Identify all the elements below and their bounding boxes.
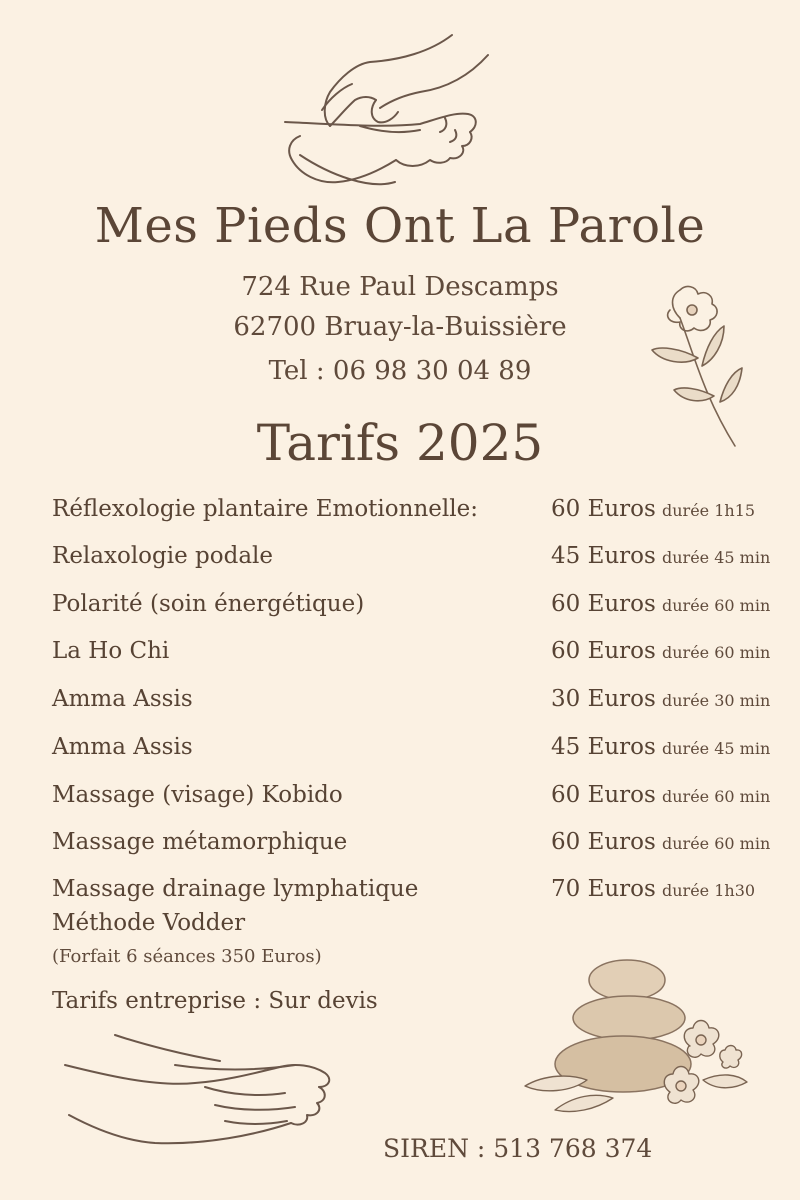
phone-number: Tel : 06 98 30 04 89 <box>268 356 532 386</box>
service-price: 60 Euros <box>551 782 656 808</box>
service-duration: durée 45 min <box>662 739 771 758</box>
service-price: 60 Euros <box>551 591 656 617</box>
service-duration: durée 60 min <box>662 596 771 615</box>
service-price: 45 Euros <box>551 734 656 760</box>
service-price: 45 Euros <box>551 543 656 569</box>
service-duration: durée 1h30 <box>662 881 756 900</box>
service-package-note: (Forfait 6 séances 350 Euros) <box>52 946 322 967</box>
hands-foot-illustration <box>0 0 800 210</box>
business-name: Mes Pieds Ont La Parole <box>94 198 706 254</box>
service-name: Réflexologie plantaire Emotionnelle: <box>52 496 478 522</box>
price-row <box>52 638 792 678</box>
service-duration: durée 1h15 <box>662 501 756 520</box>
address-line-1: 724 Rue Paul Descamps <box>241 272 559 302</box>
service-name: Massage drainage lymphatique <box>52 876 419 902</box>
price-row <box>52 829 792 869</box>
service-name: Massage (visage) Kobido <box>52 782 343 808</box>
service-price: 30 Euros <box>551 686 656 712</box>
service-name: Amma Assis <box>52 734 193 760</box>
service-price: 60 Euros <box>551 829 656 855</box>
service-name: Polarité (soin énergétique) <box>52 591 365 617</box>
service-name: La Ho Chi <box>52 638 170 664</box>
enterprise-pricing: Tarifs entreprise : Sur devis <box>52 988 378 1014</box>
service-duration: durée 45 min <box>662 548 771 567</box>
service-price: 70 Euros <box>551 876 656 902</box>
service-name: Massage métamorphique <box>52 829 348 855</box>
open-hands-illustration <box>55 1025 355 1165</box>
service-price: 60 Euros <box>551 496 656 522</box>
service-price: 60 Euros <box>551 638 656 664</box>
price-row <box>52 591 792 631</box>
address-line-2: 62700 Bruay-la-Buissière <box>233 312 567 342</box>
price-row <box>52 734 792 774</box>
service-duration: durée 30 min <box>662 691 771 710</box>
service-name: Relaxologie podale <box>52 543 273 569</box>
siren-number: SIREN : 513 768 374 <box>383 1134 653 1163</box>
stacked-stones-flowers-illustration <box>515 950 755 1120</box>
service-duration: durée 60 min <box>662 643 771 662</box>
price-row <box>52 782 792 822</box>
tarifs-title: Tarifs 2025 <box>256 414 544 472</box>
service-duration: durée 60 min <box>662 834 771 853</box>
price-row <box>52 543 792 583</box>
service-duration: durée 60 min <box>662 787 771 806</box>
price-row <box>52 496 792 536</box>
service-name-line2: Méthode Vodder <box>52 910 246 936</box>
service-name: Amma Assis <box>52 686 193 712</box>
price-row <box>52 686 792 726</box>
